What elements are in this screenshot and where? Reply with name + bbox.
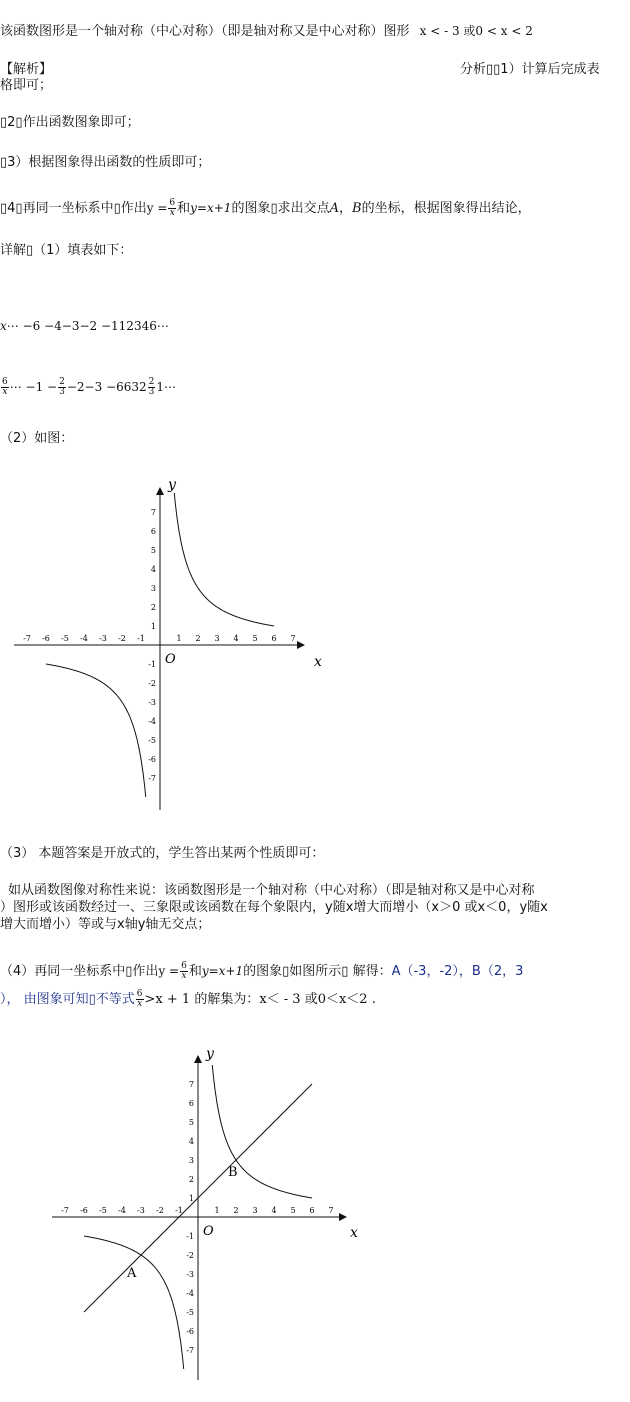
y-tick-label: 7 [188,1080,194,1089]
part2-label: （2）如图： [0,431,74,446]
analysis-step4: ▯4▯再同一坐标系中▯作出y = $\frac{6}{x}$ 和y=x+1的图象▯求出交点A，B的坐标，根据图象得出结论， [0,198,531,218]
y-tick-label: -4 [186,1289,194,1298]
x-tick-label: -7 [61,1206,69,1215]
part3-line2: ）图形或该函数经过一、三象限或该函数在每个象限内，y随x增大而增小（x＞0 或x＜0，y随x [0,900,548,915]
x-axis-label: x [350,1225,358,1241]
part3-line1: 如从函数图像对称性来说：该函数图形是一个轴对称（中心对称）（即是轴对称又是中心对称 [8,883,535,898]
y-tick-label: 6 [150,527,156,536]
x-tick-label: 1 [214,1206,220,1215]
y-tick-label: 3 [188,1156,194,1165]
x-tick-label: -6 [80,1206,88,1215]
x-tick-label: -2 [156,1206,164,1215]
x-tick-label: -5 [99,1206,107,1215]
x-tick-label: 2 [195,634,201,643]
x-tick-label: -3 [137,1206,145,1215]
answer-range: x < - 3 或0 < x < 2 [419,24,533,38]
y-tick-label: -6 [148,755,156,764]
curve-quadrant-3 [84,1236,184,1369]
y-tick-label: -4 [148,717,156,726]
answer-line: 该函数图形是一个轴对称（中心对称）（即是轴对称又是中心对称）图形 x < - 3 或0 < x < 2 [0,24,533,39]
y-tick-label: 3 [150,584,156,593]
part4-line2: ）， 由图象可知▯不等式 $\frac{6}{x}$ >x + 1 的解集为：x＜ - 3 或0＜x＜2 . [0,989,376,1009]
x-tick-label: 6 [271,634,277,643]
table-row-y: $\frac{6}{x}$ ⋯ −1 − $\frac{2}{3}$ −2−3 −6632 $\frac{2}{3}$ 1⋯ [2,377,177,397]
curve-quadrant-1 [174,493,274,626]
y-tick-label: 1 [150,622,156,631]
x-tick-label: -3 [99,634,107,643]
x-tick-label: -1 [137,634,145,643]
y-tick-label: 4 [150,565,156,574]
y-tick-label: 2 [150,603,156,612]
x-tick-label: 5 [290,1206,296,1215]
graph-inverse-function [0,470,340,820]
y-tick-label: 1 [188,1194,194,1203]
part3-line3: 增大而增小）等或与x轴y轴无交点； [0,917,211,932]
y-axis-label: y [206,1046,214,1062]
x-tick-label: -7 [23,634,31,643]
x-tick-label: 7 [290,634,296,643]
point-a-label: A [127,1266,137,1281]
y-tick-label: 4 [188,1137,194,1146]
curve-quadrant-3 [46,664,146,797]
point-b-label: B [228,1165,238,1180]
part3-label: （3） 本题答案是开放式的，学生答出某两个性质即可： [0,846,325,861]
x-tick-label: 4 [271,1206,277,1215]
y-tick-label: 2 [188,1175,194,1184]
y-tick-label: 6 [188,1099,194,1108]
x-tick-label: 2 [233,1206,239,1215]
origin-label: O [203,1224,214,1239]
y-tick-label: 5 [150,546,156,555]
analysis-heading: 【解析】 [0,62,53,77]
x-axis-label: x [314,654,322,670]
analysis-step2: ▯2▯作出函数图象即可； [0,115,140,130]
y-tick-label: -1 [148,660,156,669]
x-tick-label: -6 [42,634,50,643]
part4-line1: （4）再同一坐标系中▯作出y = $\frac{6}{x}$ 和y=x+1的图象▯如图所示▯ 解得：A（-3，-2），B（2，3 [0,961,524,981]
origin-label: O [165,652,176,667]
y-tick-label: -2 [148,679,156,688]
graph-intersection [40,1040,380,1390]
y-tick-label: -7 [148,774,156,783]
y-tick-label: 7 [150,508,156,517]
y-tick-label: -7 [186,1346,194,1355]
y-axis-label: y [168,477,176,493]
x-tick-label: -4 [118,1206,126,1215]
x-tick-label: 3 [214,634,220,643]
y-tick-label: -3 [186,1270,194,1279]
x-tick-label: 6 [309,1206,315,1215]
analysis-step3: ▯3）根据图象得出函数的性质即可； [0,155,211,170]
x-tick-label: -5 [61,634,69,643]
y-tick-label: -5 [186,1308,194,1317]
y-tick-label: -2 [186,1251,194,1260]
fraction-6-over-x: $\frac{6}{x}$ [169,198,176,218]
y-tick-label: -3 [148,698,156,707]
x-tick-label: 3 [252,1206,258,1215]
x-tick-label: 5 [252,634,258,643]
x-tick-label: 4 [233,634,239,643]
detail-label: 详解▯（1）填表如下： [0,243,133,258]
x-tick-label: 1 [176,634,182,643]
x-tick-label: -4 [80,634,88,643]
analysis-cont: 格即可； [0,78,53,93]
table-row-x: x⋯ −6 −4−3−2 −112346⋯ [0,319,169,333]
x-tick-label: -1 [175,1206,183,1215]
y-tick-label: -6 [186,1327,194,1336]
x-tick-label: -2 [118,634,126,643]
y-tick-label: -5 [148,736,156,745]
analysis-step1: 分析▯▯1）计算后完成表 [460,62,600,77]
y-tick-label: 5 [188,1118,194,1127]
y-tick-label: -1 [186,1232,194,1241]
x-tick-label: 7 [328,1206,334,1215]
